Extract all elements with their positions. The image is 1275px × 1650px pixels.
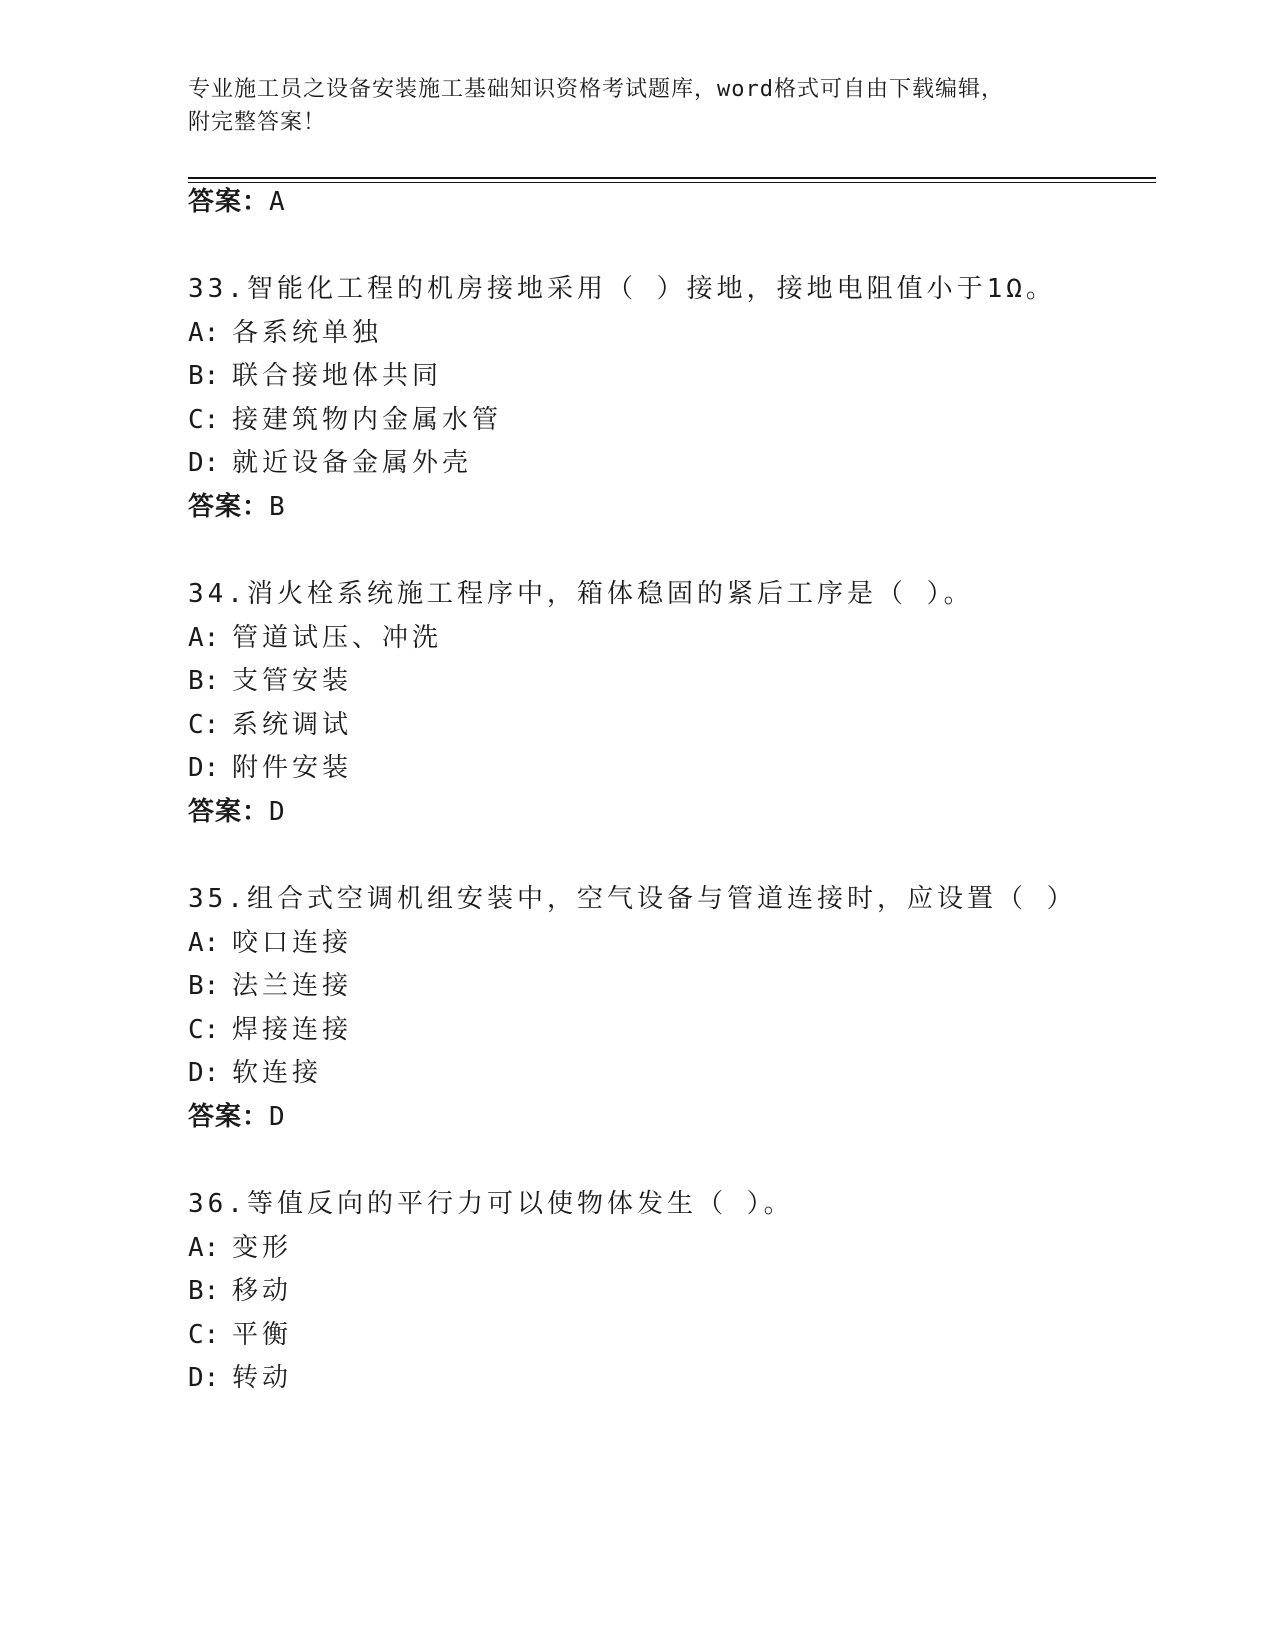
question-34-option-d [188, 751, 352, 785]
question-33-answer [188, 490, 286, 524]
option-letter: C: [188, 1015, 220, 1045]
option-text: 转动 [232, 1363, 293, 1393]
question-35-option-d [188, 1056, 322, 1090]
question-34-text: 34.消火栓系统施工程序中，箱体稳固的紧后工序是（ ）。 [188, 579, 974, 609]
option-text: 焊接连接 [232, 1015, 353, 1045]
option-letter: D: [188, 448, 220, 478]
answer-value: B [269, 492, 286, 522]
question-33-text: 33.智能化工程的机房接地采用（ ）接地，接地电阻值小于1Ω。 [188, 274, 1056, 304]
option-text: 平衡 [232, 1320, 293, 1350]
answer-previous [188, 185, 286, 219]
question-35-answer [188, 1100, 286, 1134]
answer-value: D [269, 797, 286, 827]
option-text: 系统调试 [232, 710, 353, 740]
answer-value: D [269, 1102, 286, 1132]
question-33-option-d [188, 446, 472, 480]
option-letter: D: [188, 1058, 220, 1088]
option-letter: A: [188, 928, 220, 958]
option-text: 就近设备金属外壳 [232, 448, 473, 478]
question-36-option-d [188, 1361, 292, 1395]
option-letter: B: [188, 971, 220, 1001]
header-divider-thick [188, 177, 1156, 179]
question-35-option-b [188, 969, 352, 1003]
option-letter: C: [188, 710, 220, 740]
option-text: 各系统单独 [232, 318, 383, 348]
header-line-2: 附完整答案！ [188, 110, 327, 135]
option-letter: B: [188, 666, 220, 696]
question-34-option-c [188, 708, 352, 742]
option-letter: D: [188, 1363, 220, 1393]
option-letter: C: [188, 1320, 220, 1350]
option-text: 移动 [232, 1276, 293, 1306]
option-text: 咬口连接 [232, 928, 353, 958]
question-36-option-a [188, 1231, 292, 1265]
question-34-answer [188, 795, 286, 829]
option-text: 变形 [232, 1233, 293, 1263]
option-text: 法兰连接 [232, 971, 353, 1001]
header-line-1: 专业施工员之设备安装施工基础知识资格考试题库，word格式可自由下载编辑， [188, 77, 1004, 102]
question-33-option-b [188, 359, 442, 393]
option-text: 联合接地体共同 [232, 361, 443, 391]
answer-label: 答案： [188, 492, 270, 522]
option-letter: B: [188, 1276, 220, 1306]
option-letter: B: [188, 361, 220, 391]
option-letter: A: [188, 623, 220, 653]
answer-value: A [269, 187, 286, 217]
question-35-option-c [188, 1013, 352, 1047]
option-letter: A: [188, 318, 220, 348]
question-33-option-a [188, 316, 382, 350]
question-35-option-a [188, 926, 352, 960]
question-33-option-c [188, 403, 502, 437]
answer-label: 答案： [188, 797, 270, 827]
question-34-option-a [188, 621, 442, 655]
option-letter: D: [188, 753, 220, 783]
option-text: 支管安装 [232, 666, 353, 696]
question-36-option-c [188, 1318, 292, 1352]
question-36-option-b [188, 1274, 292, 1308]
answer-label: 答案： [188, 1102, 270, 1132]
question-34-option-b [188, 664, 352, 698]
option-letter: A: [188, 1233, 220, 1263]
option-text: 接建筑物内金属水管 [232, 405, 503, 435]
option-letter: C: [188, 405, 220, 435]
header-divider-thin [188, 182, 1156, 183]
option-text: 软连接 [232, 1058, 323, 1088]
question-36-text: 36.等值反向的平行力可以使物体发生（ ）。 [188, 1189, 794, 1219]
option-text: 附件安装 [232, 753, 353, 783]
question-35-text: 35.组合式空调机组安装中，空气设备与管道连接时，应设置（ ） [188, 884, 1077, 914]
document-header [188, 73, 1088, 139]
option-text: 管道试压、冲洗 [232, 623, 443, 653]
answer-label: 答案： [188, 187, 270, 217]
